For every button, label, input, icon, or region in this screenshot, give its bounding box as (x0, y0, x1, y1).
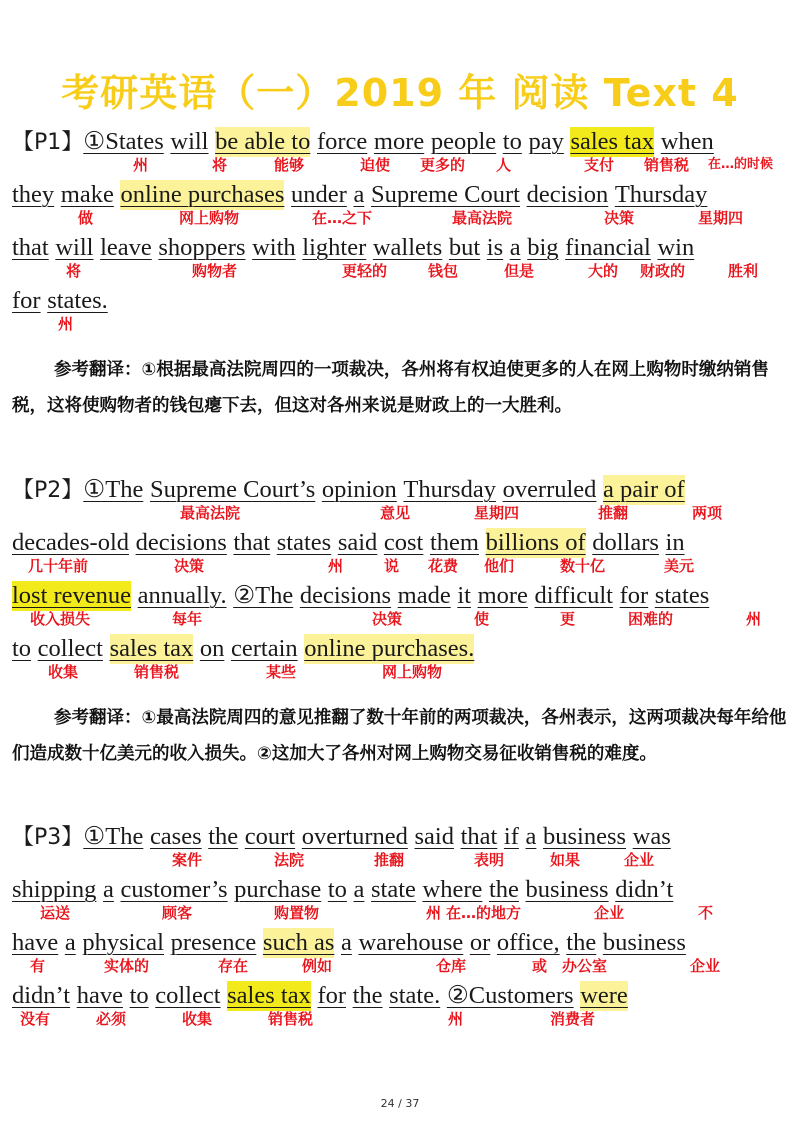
gloss: 决策 (372, 610, 403, 628)
gloss: 大的 (588, 262, 619, 280)
word: will (55, 234, 94, 261)
gloss: 花费 (428, 557, 459, 575)
paragraph-p1 (12, 127, 792, 339)
gloss: 更多的 (420, 156, 466, 174)
gloss: 将 (66, 262, 82, 280)
gloss: 企业 (690, 957, 721, 975)
gloss: 州 (58, 315, 74, 333)
gloss: 在…之下 (312, 209, 373, 227)
gloss: 州 (133, 156, 149, 174)
p2-line-1 (12, 475, 792, 528)
word: ②Customers (446, 982, 574, 1009)
p2-line-3 (12, 581, 792, 634)
word: on (199, 635, 225, 662)
gloss: 他们 (484, 557, 515, 575)
word: if (503, 823, 519, 850)
word: a (525, 823, 537, 850)
word: for (317, 982, 347, 1009)
translation-label: 参考翻译： (54, 360, 142, 380)
word: the (208, 823, 239, 850)
word: where (422, 876, 483, 903)
gloss: 能够 (274, 156, 305, 174)
word: big (527, 234, 559, 261)
word: in (665, 529, 685, 556)
word: states. (47, 287, 108, 314)
gloss: 例如 (302, 957, 333, 975)
word: to (12, 635, 32, 662)
word: didn’t (615, 876, 674, 903)
gloss: 每年 (172, 610, 203, 628)
gloss: 在…的地方 (446, 904, 522, 922)
word: Supreme Court’s (149, 476, 316, 503)
gloss: 使 (474, 610, 490, 628)
gloss: 在…的时候 (708, 157, 774, 172)
gloss: 但是 (504, 262, 535, 280)
gloss: 企业 (594, 904, 625, 922)
highlighted-phrase: such as (262, 929, 335, 956)
gloss: 销售税 (644, 156, 690, 174)
word: states (276, 529, 332, 556)
word: financial (565, 234, 651, 261)
word: to (327, 876, 347, 903)
word: cases (149, 823, 202, 850)
highlighted-phrase: lost revenue (12, 582, 132, 609)
highlighted-phrase: were (580, 982, 628, 1009)
word: decades-old (12, 529, 129, 556)
word: a (353, 181, 365, 208)
word: states (654, 582, 710, 609)
word: a (340, 929, 352, 956)
gloss: 运送 (40, 904, 71, 922)
page-number: 24 / 37 (380, 1097, 420, 1110)
word: to (502, 128, 522, 155)
word: court (244, 823, 296, 850)
gloss: 案件 (172, 851, 203, 869)
word: more (373, 128, 425, 155)
gloss: 不 (698, 904, 714, 922)
gloss: 人 (496, 156, 512, 174)
word: they (12, 181, 55, 208)
word: Thursday (403, 476, 496, 503)
word: that (460, 823, 498, 850)
word: wallets (372, 234, 443, 261)
word: physical (82, 929, 164, 956)
word: opinion (321, 476, 397, 503)
word: overruled (502, 476, 597, 503)
gloss: 钱包 (428, 262, 459, 280)
gloss: 仓库 (436, 957, 467, 975)
paragraph-label: 【P1】 (12, 130, 84, 155)
gloss: 更轻的 (342, 262, 388, 280)
p3-line-1 (12, 822, 792, 875)
gloss: 星期四 (474, 504, 520, 522)
gloss: 购置物 (274, 904, 320, 922)
gloss: 美元 (664, 557, 695, 575)
word: with (252, 234, 296, 261)
gloss: 数十亿 (560, 557, 606, 575)
gloss: 星期四 (698, 209, 744, 227)
p2-line-2 (12, 528, 792, 581)
word: business (542, 823, 627, 850)
word: shoppers (158, 234, 246, 261)
word: win (657, 234, 695, 261)
word: Supreme Court (370, 181, 520, 208)
word: presence (170, 929, 257, 956)
word: the (566, 929, 597, 956)
word: purchase (234, 876, 322, 903)
word: make (60, 181, 114, 208)
gloss: 网上购物 (179, 209, 240, 227)
gloss: 财政的 (640, 262, 686, 280)
p2-line-4 (12, 634, 792, 687)
word: ②The (233, 582, 294, 609)
word: for (12, 287, 41, 314)
gloss: 有 (30, 957, 46, 975)
word: made (397, 582, 451, 609)
translation-p1 (12, 352, 792, 424)
word: cost (383, 529, 424, 556)
word: shipping (12, 876, 97, 903)
gloss: 表明 (474, 851, 505, 869)
word: for (619, 582, 649, 609)
gloss: 如果 (550, 851, 581, 869)
highlighted-phrase: a pair of (603, 476, 685, 503)
gloss: 州 (448, 1010, 464, 1028)
gloss: 将 (212, 156, 228, 174)
word: annually. (137, 582, 227, 609)
word: collect (155, 982, 221, 1009)
gloss: 迫使 (360, 156, 391, 174)
word: customer’s (120, 876, 228, 903)
page-title: 考研英语（一）2019 年 阅读 Text 4 (61, 71, 739, 115)
gloss: 更 (560, 610, 576, 628)
word: a (509, 234, 521, 261)
p3-line-4 (12, 981, 792, 1034)
word: lighter (302, 234, 367, 261)
gloss: 州 (426, 904, 442, 922)
word: force (316, 128, 368, 155)
word: leave (100, 234, 152, 261)
gloss: 推翻 (598, 504, 629, 522)
word: to (129, 982, 149, 1009)
word: them (429, 529, 479, 556)
word: under (291, 181, 347, 208)
highlighted-phrase: be able to (215, 128, 311, 155)
gloss: 意见 (380, 504, 411, 522)
gloss: 支付 (584, 156, 615, 174)
gloss: 某些 (266, 663, 297, 681)
word: decisions (299, 582, 392, 609)
word: didn’t (12, 982, 71, 1009)
gloss: 企业 (624, 851, 655, 869)
gloss: 州 (328, 557, 344, 575)
word: state. (389, 982, 441, 1009)
word: is (486, 234, 504, 261)
gloss: 销售税 (134, 663, 180, 681)
highlighted-phrase: online purchases (120, 181, 285, 208)
word: have (76, 982, 123, 1009)
word: but (448, 234, 481, 261)
p3-line-2 (12, 875, 792, 928)
gloss: 存在 (218, 957, 249, 975)
word: overturned (301, 823, 408, 850)
word: pay (528, 128, 564, 155)
translation-text: ①最高法院周四的意见推翻了数十年前的两项裁决，各州表示，这两项裁决每年给他们造成数十亿美元的收入损失。②这加大了各州对网上购物交易征收销售税的难度。 (12, 708, 787, 764)
translation-p2 (12, 700, 792, 772)
word: ①States (83, 128, 164, 155)
paragraph-p2 (12, 475, 792, 687)
highlighted-phrase: sales tax (227, 982, 311, 1009)
gloss: 最高法院 (452, 209, 513, 227)
p1-line-4 (12, 286, 792, 339)
gloss: 收集 (182, 1010, 213, 1028)
paragraph-label: 【P3】 (12, 825, 84, 850)
word: the (352, 982, 383, 1009)
gloss: 收集 (48, 663, 79, 681)
gloss: 必须 (96, 1010, 127, 1028)
gloss: 顾客 (162, 904, 193, 922)
word: when (660, 128, 714, 155)
gloss: 决策 (604, 209, 635, 227)
gloss: 困难的 (628, 610, 674, 628)
gloss: 推翻 (374, 851, 405, 869)
gloss: 网上购物 (382, 663, 443, 681)
word: have (12, 929, 59, 956)
word: said (337, 529, 378, 556)
gloss: 两项 (692, 504, 723, 522)
gloss: 没有 (20, 1010, 51, 1028)
gloss: 最高法院 (180, 504, 241, 522)
word: difficult (534, 582, 613, 609)
word: it (457, 582, 471, 609)
translation-label: 参考翻译： (54, 708, 142, 728)
word: warehouse (358, 929, 464, 956)
word: office, (496, 929, 560, 956)
gloss: 或 (532, 957, 548, 975)
translation-text: ①根据最高法院周四的一项裁决，各州将有权迫使更多的人在网上购物时缴纳销售税，这将使购物者的钱包瘪下去，但这对各州来说是财政上的一大胜利。 (12, 360, 769, 416)
gloss: 州 (746, 610, 762, 628)
gloss: 实体的 (104, 957, 150, 975)
word: said (414, 823, 454, 850)
highlighted-phrase: billions of (485, 529, 586, 556)
p1-line-3 (12, 233, 792, 286)
gloss: 决策 (174, 557, 205, 575)
gloss: 胜利 (728, 262, 759, 280)
word: the (489, 876, 519, 903)
highlighted-phrase: online purchases. (304, 635, 475, 662)
word: was (632, 823, 671, 850)
word: ①The (83, 476, 144, 503)
paragraph-p3 (12, 822, 792, 1034)
highlighted-phrase: sales tax (570, 128, 655, 155)
word: certain (230, 635, 298, 662)
word: a (103, 876, 114, 903)
word: more (477, 582, 528, 609)
word: decisions (135, 529, 227, 556)
word: a (64, 929, 76, 956)
p1-line-2 (12, 180, 792, 233)
p1-line-1 (12, 127, 792, 180)
gloss: 几十年前 (28, 557, 89, 575)
gloss: 办公室 (562, 957, 608, 975)
word: will (170, 128, 209, 155)
word: state (371, 876, 416, 903)
word: collect (37, 635, 103, 662)
word: people (430, 128, 497, 155)
word: Thursday (614, 181, 708, 208)
word: dollars (592, 529, 659, 556)
p3-line-3 (12, 928, 792, 981)
highlighted-phrase: sales tax (109, 635, 194, 662)
gloss: 法院 (274, 851, 305, 869)
word: or (469, 929, 491, 956)
word: that (12, 234, 49, 261)
gloss: 收入损失 (30, 610, 91, 628)
gloss: 销售税 (268, 1010, 314, 1028)
gloss: 做 (78, 209, 94, 227)
word: decision (526, 181, 609, 208)
gloss: 消费者 (550, 1010, 596, 1028)
word: business (525, 876, 609, 903)
paragraph-label: 【P2】 (12, 478, 84, 503)
gloss: 购物者 (192, 262, 238, 280)
word: business (602, 929, 686, 956)
gloss: 说 (384, 557, 400, 575)
word: ①The (83, 823, 144, 850)
word: a (353, 876, 365, 903)
word: that (233, 529, 271, 556)
